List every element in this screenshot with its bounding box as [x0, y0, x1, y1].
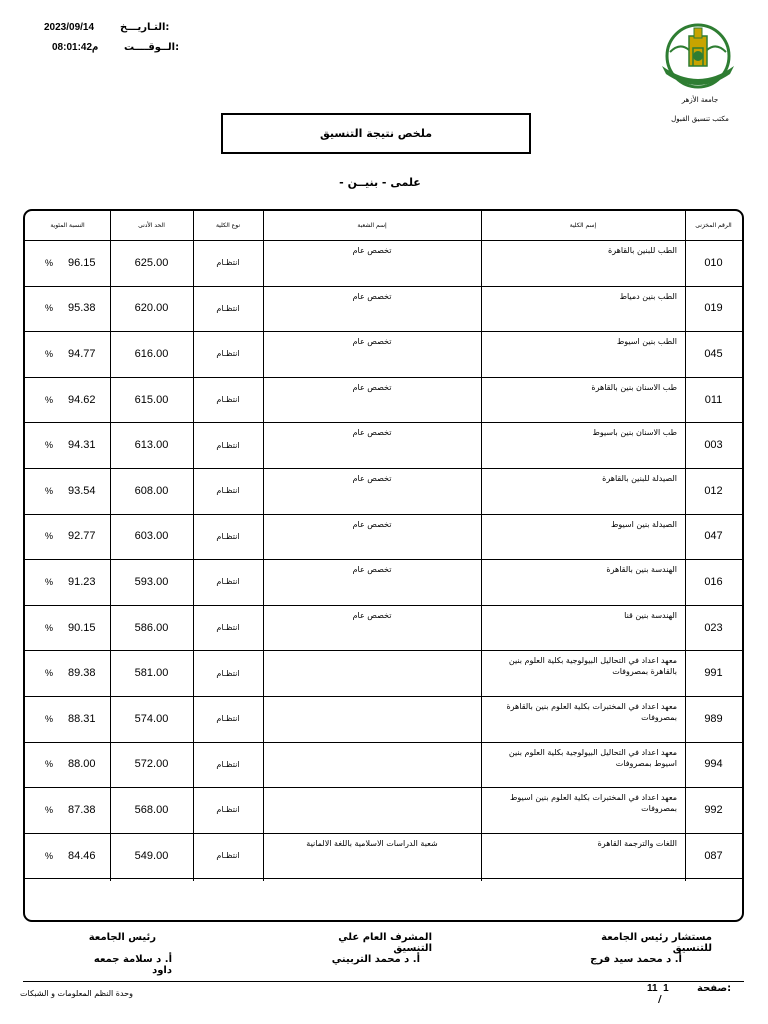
percent-value: 87.38 [68, 803, 96, 816]
supervisor-title: المشرف العام علي التنسيق [338, 932, 432, 954]
min-score-cell: 593.00 [134, 575, 169, 588]
percent-cell [25, 650, 110, 696]
percent-value: 89.38 [68, 667, 96, 680]
faculty-name-cell: معهد اعداد في المختبرات بكلية العلوم بنين بالقاهرة بمصروفات [506, 702, 677, 722]
faculty-name-cell: الطب بنين اسيوط [616, 337, 677, 347]
column-divider [193, 211, 194, 881]
min-score-cell: 572.00 [134, 758, 169, 771]
percent-value: 96.15 [68, 256, 96, 269]
percent-cell [25, 468, 110, 514]
percent-cell [25, 514, 110, 560]
percent-value: 92.77 [68, 530, 96, 543]
percent-value: 84.46 [68, 849, 96, 862]
percent-symbol: % [45, 759, 54, 770]
report-subtitle: - علمى - بنيــن [339, 176, 421, 189]
faculty-type-cell: انتظـام [216, 759, 240, 769]
percent-symbol: % [45, 257, 54, 268]
percent-symbol: % [45, 303, 54, 314]
code-cell: 047 [704, 530, 723, 543]
code-cell: 991 [704, 667, 723, 680]
col-branch-header: إسم الشعبة [357, 222, 387, 229]
faculty-type-cell: انتظـام [216, 668, 240, 678]
min-score-cell: 574.00 [134, 712, 169, 725]
table-row [25, 377, 742, 424]
branch-cell [263, 696, 481, 742]
footer-divider [23, 981, 744, 982]
percent-cell [25, 696, 110, 742]
date-value: 2023/09/14 [44, 22, 95, 33]
percent-cell [25, 559, 110, 605]
col-code-header: الرقم المخزنى [695, 222, 732, 229]
faculty-type-cell: انتظـام [216, 303, 240, 313]
time-value: 08:01:42م [52, 42, 99, 53]
branch-cell [263, 742, 481, 788]
percent-value: 95.38 [68, 302, 96, 315]
percent-symbol: % [45, 348, 54, 359]
percent-symbol: % [45, 576, 54, 587]
column-divider [685, 211, 686, 881]
percent-symbol: % [45, 622, 54, 633]
table-row [25, 650, 742, 697]
percent-cell [25, 286, 110, 332]
col-type-header: نوع الكلية [215, 222, 241, 229]
faculty-type-cell: انتظـام [216, 395, 240, 405]
branch-cell: شعبة الدراسات الاسلامية باللغة الالمانية [306, 838, 438, 848]
faculty-name-cell: الطب بنين دمياط [619, 291, 677, 301]
code-cell: 994 [704, 758, 723, 771]
faculty-name-cell: الطب للبنين بالقاهرة [608, 246, 677, 255]
column-divider [481, 211, 482, 881]
faculty-type-cell: انتظـام [216, 714, 240, 724]
faculty-name-cell: طب الاسنان بنين بالقاهرة [591, 382, 677, 392]
col-faculty-header: إسم الكلية [569, 222, 597, 229]
percent-symbol: % [45, 668, 54, 679]
percent-symbol: % [45, 440, 54, 451]
code-cell: 023 [704, 621, 723, 634]
advisor-title: مستشار رئيس الجامعة للتنسيق [601, 932, 712, 954]
table-row [25, 605, 742, 652]
table-row [25, 514, 742, 561]
col-min-header: الحد الأدنى [138, 222, 165, 229]
code-cell: 992 [704, 803, 723, 816]
al-azhar-seal-icon [656, 22, 740, 90]
percent-value: 88.31 [68, 712, 96, 725]
percent-symbol: % [45, 531, 54, 542]
office-name: مكتب تنسيق القبول [671, 115, 729, 123]
column-divider [263, 211, 264, 881]
faculty-name-cell: اللغات والترجمة القاهرة [597, 838, 677, 848]
faculty-type-cell: انتظـام [216, 805, 240, 815]
faculty-type-cell: انتظـام [216, 851, 240, 861]
results-table [23, 209, 744, 922]
percent-value: 94.77 [68, 347, 96, 360]
branch-cell: تخصص عام [352, 474, 392, 483]
page-separator: / [658, 994, 662, 1005]
faculty-name-cell: الهندسة بنين قنا [624, 610, 677, 620]
faculty-type-cell: انتظـام [216, 440, 240, 450]
supervisor-name: أ. د محمد التربيني [331, 954, 420, 965]
col-percent-header: النسبة المئوية [50, 222, 85, 229]
min-score-cell: 615.00 [134, 393, 169, 406]
percent-symbol: % [45, 850, 54, 861]
percent-cell [25, 787, 110, 833]
page-label: صفحة: [697, 983, 732, 994]
percent-cell [25, 331, 110, 377]
table-row [25, 696, 742, 743]
percent-cell [25, 833, 110, 879]
branch-cell: تخصص عام [352, 519, 392, 529]
faculty-name-cell: طب الاسنان بنين باسيوط [592, 428, 677, 438]
advisor-name: أ. د محمد سيد فرج [590, 954, 682, 965]
percent-cell [25, 742, 110, 788]
min-score-cell: 608.00 [134, 484, 169, 497]
branch-cell: تخصص عام [352, 428, 392, 438]
faculty-name-cell: الصيدلة بنين اسيوط [610, 519, 677, 529]
percent-value: 91.23 [68, 575, 96, 588]
branch-cell: تخصص عام [352, 610, 392, 620]
time-label: الــوقــــت: [124, 42, 180, 53]
table-header-row [25, 211, 742, 241]
faculty-type-cell: انتظـام [216, 531, 240, 541]
table-row [25, 742, 742, 789]
percent-cell [25, 240, 110, 286]
faculty-type-cell: انتظـام [216, 349, 240, 359]
code-cell: 045 [704, 347, 723, 360]
code-cell: 087 [704, 849, 723, 862]
code-cell: 989 [704, 712, 723, 725]
percent-cell [25, 377, 110, 423]
branch-cell: تخصص عام [352, 382, 392, 392]
percent-cell [25, 422, 110, 468]
faculty-type-cell: انتظـام [216, 577, 240, 587]
percent-symbol: % [45, 394, 54, 405]
min-score-cell: 568.00 [134, 803, 169, 816]
code-cell: 016 [704, 575, 723, 588]
faculty-type-cell: انتظـام [216, 486, 240, 496]
branch-cell [263, 650, 481, 696]
report-title: ملخص نتيجة التنسيق [221, 113, 531, 154]
percent-value: 90.15 [68, 621, 96, 634]
faculty-type-cell: انتظـام [216, 623, 240, 633]
percent-value: 88.00 [68, 758, 96, 771]
branch-cell: تخصص عام [352, 291, 392, 301]
code-cell: 011 [704, 393, 723, 406]
page-indicator [647, 983, 669, 994]
min-score-cell: 625.00 [134, 256, 169, 269]
min-score-cell: 581.00 [134, 667, 169, 680]
percent-symbol: % [45, 713, 54, 724]
table-row [25, 331, 742, 378]
branch-cell [263, 787, 481, 833]
min-score-cell: 586.00 [134, 621, 169, 634]
min-score-cell: 620.00 [134, 302, 169, 315]
branch-cell: تخصص عام [352, 565, 392, 575]
table-row [25, 422, 742, 469]
min-score-cell: 549.00 [134, 849, 169, 862]
faculty-name-cell: معهد اعداد في التحاليل البيولوجية بكلية العلوم بنين اسيوط بمصروفات [508, 747, 677, 768]
table-row [25, 468, 742, 515]
code-cell: 010 [704, 256, 723, 269]
percent-symbol: % [45, 485, 54, 496]
min-score-cell: 613.00 [134, 439, 169, 452]
faculty-name-cell: الهندسة بنين بالقاهرة [606, 565, 677, 575]
president-name: أ. د سلامة جمعه داود [93, 954, 172, 976]
page-current: 1 [663, 983, 669, 994]
president-title: رئيس الجامعة [88, 932, 156, 943]
code-cell: 012 [704, 484, 723, 497]
percent-value: 94.31 [68, 439, 96, 452]
faculty-name-cell: الصيدلة للبنين بالقاهرة [602, 474, 677, 483]
table-row [25, 240, 742, 287]
percent-cell [25, 605, 110, 651]
table-row [25, 787, 742, 834]
faculty-name-cell: معهد اعداد في التحاليل البيولوجية بكلية العلوم بنين بالقاهرة بمصروفات [508, 656, 677, 677]
table-row [25, 559, 742, 606]
code-cell: 003 [704, 439, 723, 452]
code-cell: 019 [704, 302, 723, 315]
page-total: 11 [647, 983, 658, 994]
min-score-cell: 616.00 [134, 347, 169, 360]
branch-cell: تخصص عام [352, 246, 392, 255]
table-row [25, 833, 742, 880]
column-divider [110, 211, 111, 881]
faculty-name-cell: معهد اعداد في المختبرات بكلية العلوم بنين اسيوط بمصروفات [509, 793, 677, 814]
unit-name: وحدة النظم المعلومات و الشبكات [20, 989, 133, 998]
branch-cell: تخصص عام [352, 337, 392, 347]
table-row [25, 286, 742, 333]
percent-value: 93.54 [68, 484, 96, 497]
faculty-type-cell: انتظـام [216, 258, 240, 268]
date-label: التـاريـــخ: [120, 22, 170, 33]
percent-symbol: % [45, 804, 54, 815]
min-score-cell: 603.00 [134, 530, 169, 543]
org-name: جامعة الأزهر [681, 96, 719, 104]
percent-value: 94.62 [68, 393, 96, 406]
